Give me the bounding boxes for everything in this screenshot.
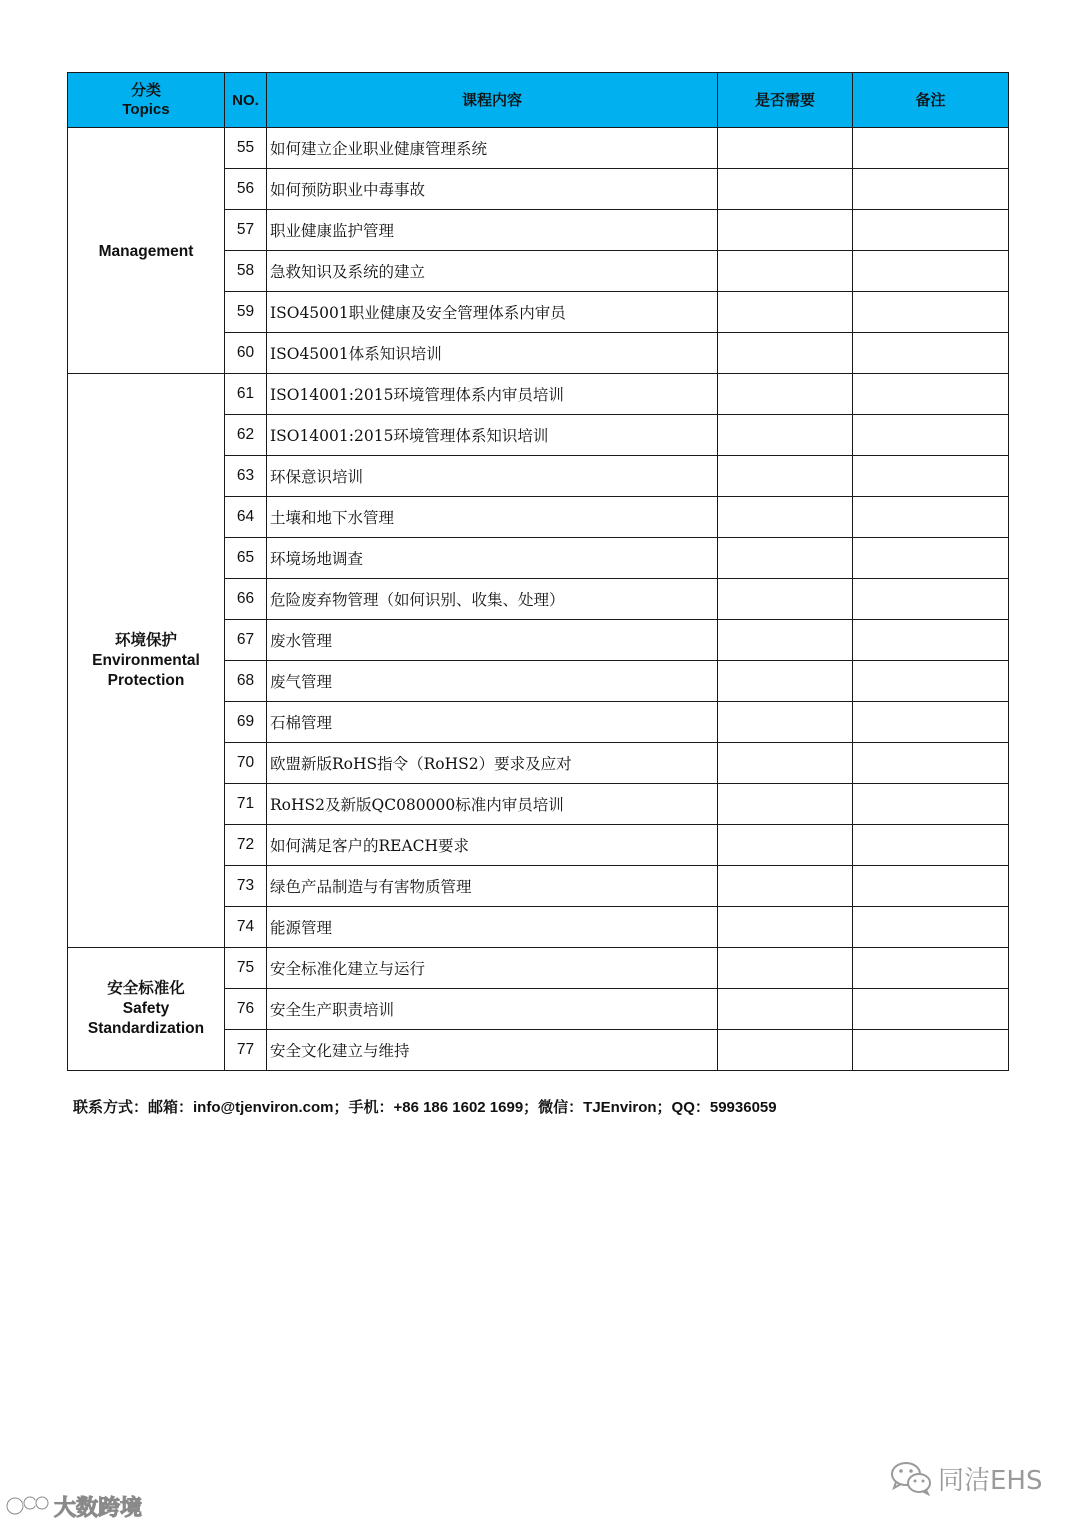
need-cell[interactable] [718,825,853,866]
course-content: 如何预防职业中毒事故 [267,169,718,210]
note-cell[interactable] [853,907,1009,948]
course-table [67,72,1009,1071]
header-content: 课程内容 [267,73,718,128]
course-number: 71 [225,784,267,825]
course-number: 64 [225,497,267,538]
need-cell[interactable] [718,743,853,784]
need-cell[interactable] [718,661,853,702]
watermark-right-text: 同洁EHS [938,1465,1043,1496]
course-number: 60 [225,333,267,374]
need-cell[interactable] [718,989,853,1030]
note-cell[interactable] [853,374,1009,415]
note-cell[interactable] [853,702,1009,743]
note-cell[interactable] [853,128,1009,169]
need-cell[interactable] [718,251,853,292]
header-note: 备注 [853,73,1009,128]
note-cell[interactable] [853,415,1009,456]
table-body [68,128,1009,1071]
need-cell[interactable] [718,702,853,743]
course-number: 62 [225,415,267,456]
note-cell[interactable] [853,538,1009,579]
contact-info: 联系方式：邮箱：info@tjenviron.com；手机：+86 186 1602 1699；微信：TJEnviron；QQ：59936059 [73,1099,777,1116]
course-content: RoHS2及新版QC080000标准内审员培训 [267,784,718,825]
course-number: 65 [225,538,267,579]
course-number: 72 [225,825,267,866]
note-cell[interactable] [853,292,1009,333]
course-content: 如何满足客户的REACH要求 [267,825,718,866]
course-number: 58 [225,251,267,292]
topic-label: Environmental [92,651,200,669]
need-cell[interactable] [718,538,853,579]
course-content: 如何建立企业职业健康管理系统 [267,128,718,169]
need-cell[interactable] [718,374,853,415]
course-content: 废气管理 [267,661,718,702]
need-cell[interactable] [718,1030,853,1071]
need-cell[interactable] [718,579,853,620]
note-cell[interactable] [853,866,1009,907]
need-cell[interactable] [718,866,853,907]
topic-label: Standardization [87,1020,205,1037]
course-number: 77 [225,1030,267,1071]
course-content: 环境场地调查 [267,538,718,579]
logo-icon [6,1493,50,1519]
course-number: 55 [225,128,267,169]
note-cell[interactable] [853,743,1009,784]
topic-cell [68,128,225,374]
note-cell[interactable] [853,456,1009,497]
watermark-right [890,1458,1042,1498]
course-content: 安全标准化建立与运行 [267,948,718,989]
need-cell[interactable] [718,620,853,661]
course-number: 74 [225,907,267,948]
note-cell[interactable] [853,210,1009,251]
note-cell[interactable] [853,948,1009,989]
course-number: 59 [225,292,267,333]
need-cell[interactable] [718,456,853,497]
topic-label: 环境保护 [114,631,177,649]
need-cell[interactable] [718,784,853,825]
note-cell[interactable] [853,169,1009,210]
course-content: ISO45001职业健康及安全管理体系内审员 [267,292,718,333]
course-number: 76 [225,989,267,1030]
topic-cell [68,948,225,1071]
course-content: 能源管理 [267,907,718,948]
wechat-icon [890,1460,932,1496]
course-number: 61 [225,374,267,415]
course-content: 废水管理 [267,620,718,661]
note-cell[interactable] [853,989,1009,1030]
course-number: 56 [225,169,267,210]
course-content: 土壤和地下水管理 [267,497,718,538]
course-content: 职业健康监护管理 [267,210,718,251]
table-row [68,128,1009,169]
note-cell[interactable] [853,825,1009,866]
need-cell[interactable] [718,415,853,456]
course-content: 安全生产职责培训 [267,989,718,1030]
note-cell[interactable] [853,497,1009,538]
table-row [68,374,1009,415]
note-cell[interactable] [853,251,1009,292]
note-cell[interactable] [853,661,1009,702]
course-number: 67 [225,620,267,661]
watermark-left-text: 大数跨境 [54,1495,143,1521]
note-cell[interactable] [853,333,1009,374]
topic-label: Management [98,242,194,260]
watermark-left [6,1490,142,1522]
note-cell[interactable] [853,579,1009,620]
need-cell[interactable] [718,169,853,210]
topic-label: 安全标准化 [107,980,185,997]
course-number: 75 [225,948,267,989]
need-cell[interactable] [718,497,853,538]
need-cell[interactable] [718,907,853,948]
course-content: ISO14001:2015环境管理体系知识培训 [267,415,718,456]
course-content: ISO45001体系知识培训 [267,333,718,374]
note-cell[interactable] [853,1030,1009,1071]
course-content: ISO14001:2015环境管理体系内审员培训 [267,374,718,415]
header-topics-cn: 分类 [130,82,161,99]
header-topics [68,73,225,128]
header-topics-en: Topics [122,101,170,118]
topic-label: Safety [122,1000,170,1017]
course-content: 急救知识及系统的建立 [267,251,718,292]
need-cell[interactable] [718,948,853,989]
course-number: 69 [225,702,267,743]
header-need: 是否需要 [718,73,853,128]
need-cell[interactable] [718,128,853,169]
course-content: 绿色产品制造与有害物质管理 [267,866,718,907]
header-row [68,73,1009,128]
need-cell[interactable] [718,210,853,251]
topic-cell [68,374,225,948]
course-number: 73 [225,866,267,907]
course-content: 安全文化建立与维持 [267,1030,718,1071]
table-row [68,948,1009,989]
need-cell[interactable] [718,333,853,374]
course-content: 石棉管理 [267,702,718,743]
course-number: 57 [225,210,267,251]
course-number: 70 [225,743,267,784]
note-cell[interactable] [853,784,1009,825]
note-cell[interactable] [853,620,1009,661]
course-number: 63 [225,456,267,497]
topic-label: Protection [107,671,185,689]
course-content: 欧盟新版RoHS指令（RoHS2）要求及应对 [267,743,718,784]
course-number: 66 [225,579,267,620]
course-content: 环保意识培训 [267,456,718,497]
header-no: NO. [225,73,267,128]
course-content: 危险废弃物管理（如何识别、收集、处理） [267,579,718,620]
need-cell[interactable] [718,292,853,333]
course-number: 68 [225,661,267,702]
